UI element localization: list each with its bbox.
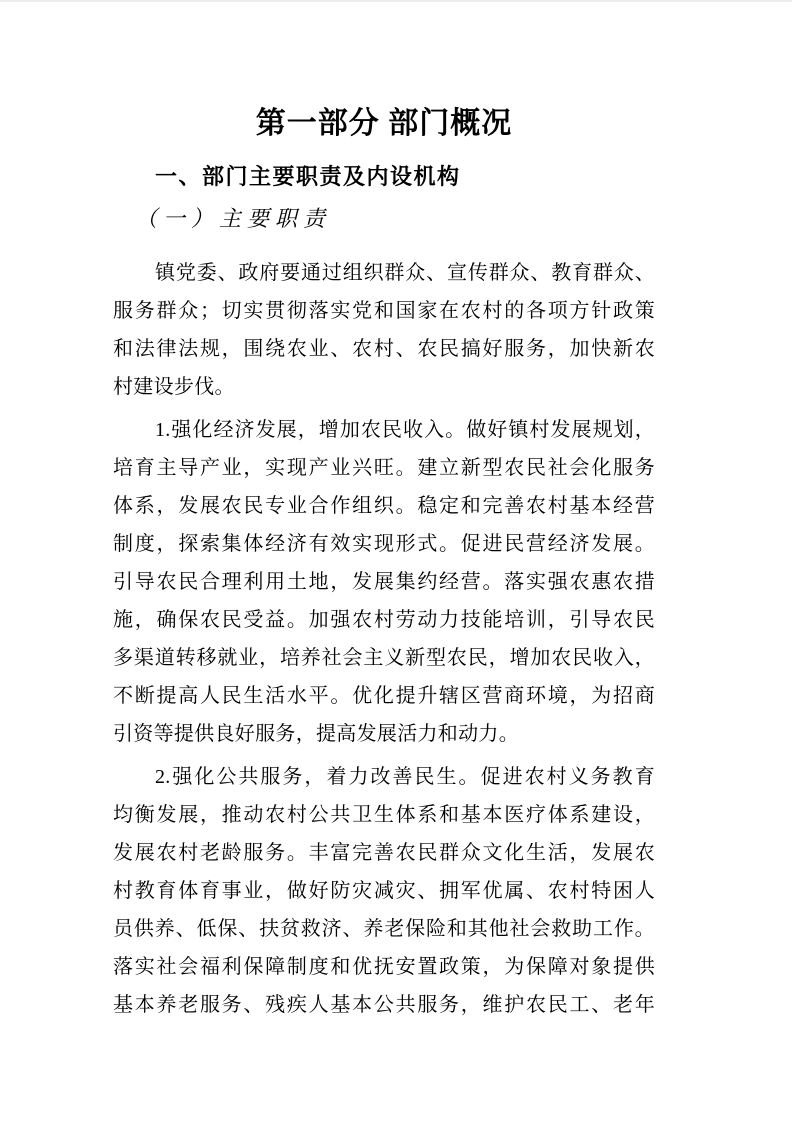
text-line: 施，确保农民受益。加强农村劳动力技能培训，引导农民 [113,609,655,631]
text-line: 1.强化经济发展，增加农民收入。做好镇村发展规划， [155,419,655,441]
text-line: 均衡发展，推动农村公共卫生体系和基本医疗体系建设， [113,804,655,826]
paragraph [113,254,655,406]
text-line: 和法律法规，围绕农业、农村、农民搞好服务，加快新农 [113,338,655,360]
section-heading: 一、部门主要职责及内设机构 [155,164,461,189]
text-line: 培育主导产业，实现产业兴旺。建立新型农民社会化服务 [113,457,655,479]
text-line: 镇党委、政府要通过组织群众、宣传群众、教育群众、 [155,262,655,284]
text-line: 基本养老服务、残疾人基本公共服务，维护农民工、老年 [113,994,655,1016]
text-line: 制度，探索集体经济有效实现形式。促进民营经济发展。 [113,533,655,555]
text-line: 落实社会福利保障制度和优抚安置政策，为保障对象提供 [113,956,655,978]
document-title: 第一部分 部门概况 [255,107,513,140]
subsection-heading: （一）主要职责 [135,206,332,231]
text-line: 服务群众；切实贯彻落实党和国家在农村的各项方针政策 [113,300,655,322]
text-line: 发展农村老龄服务。丰富完善农民群众文化生活，发展农 [113,842,655,864]
text-line: 村建设步伐。 [113,376,235,398]
text-line: 员供养、低保、扶贫救济、养老保险和其他社会救助工作。 [113,918,655,940]
text-line: 引资等提供良好服务，提高发展活力和动力。 [113,723,519,745]
paragraph [113,411,655,753]
body-paragraphs [113,254,655,1024]
paragraph [113,758,655,1024]
text-line: 2.强化公共服务，着力改善民生。促进农村义务教育 [155,766,655,788]
text-line: 村教育体育事业，做好防灾减灾、拥军优属、农村特困人 [113,880,655,902]
text-line: 体系，发展农民专业合作组织。稳定和完善农村基本经营 [113,495,655,517]
text-line: 引导农民合理利用土地，发展集约经营。落实强农惠农措 [113,571,655,593]
text-line: 不断提高人民生活水平。优化提升辖区营商环境，为招商 [113,685,655,707]
text-line: 多渠道转移就业，培养社会主义新型农民，增加农民收入， [113,647,655,669]
